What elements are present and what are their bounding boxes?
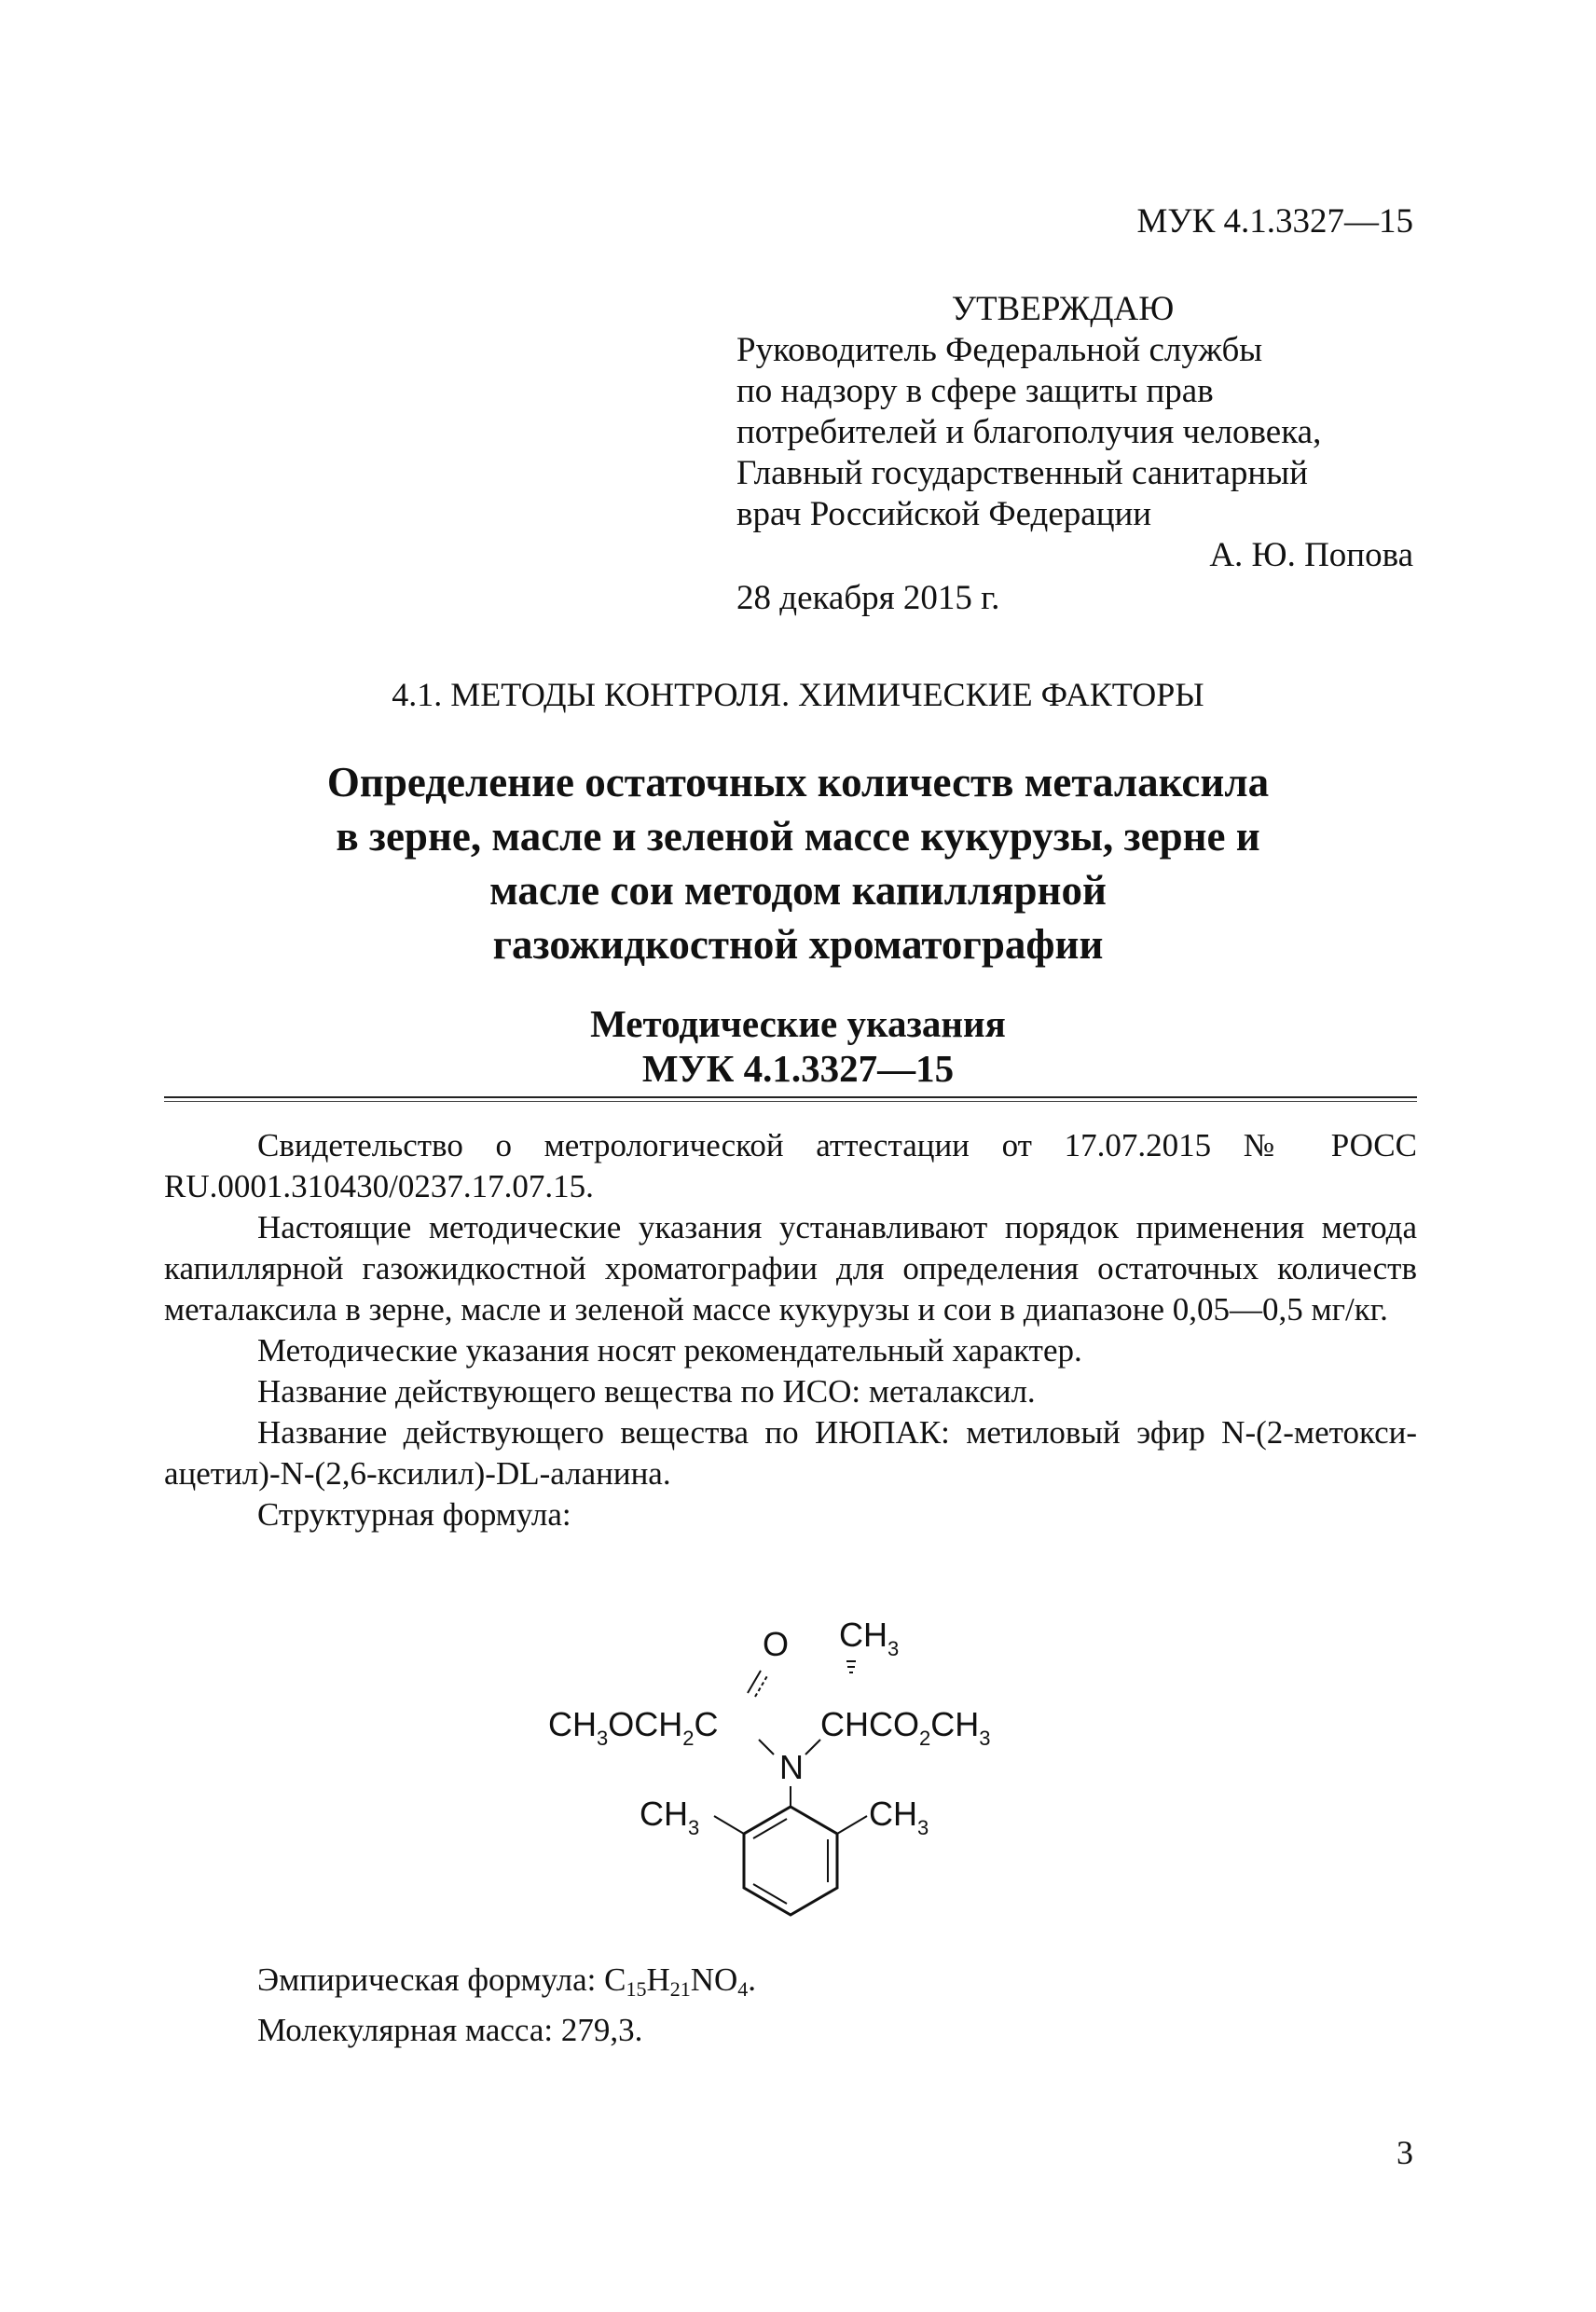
approval-date: 28 декабря 2015 г. [736,579,1000,617]
iupac-name-paragraph: Название действующего вещества по ИЮПАК: метиловый эфир N-(2-метокси-ацетил)-N-(2,6-ксилил)-DL-аланина. [164,1414,1417,1492]
character-paragraph: Методические указания носят рекомендательный характер. [257,1332,1082,1369]
alanine-ester-group: $CHCO_2CH_3$ [820,1705,991,1750]
document-body [164,1125,1417,1535]
divider [164,1096,1417,1098]
ring-double-bond [753,1884,787,1904]
ring-double-bond [753,1819,787,1838]
title-line: газожидкостной хроматографии [492,921,1104,968]
title-line: в зерне, масле и зеленой массе кукурузы, зерне и [336,813,1260,860]
nitrogen-label: N [779,1748,804,1786]
benzene-ring [744,1807,837,1915]
title-line: Определение остаточных количеств металаксила [326,759,1270,805]
oxygen-label: O [763,1625,790,1663]
title-line: масле сои методом капиллярной [489,867,1107,914]
signatory-name: А. Ю. Попова [1209,536,1413,574]
approval-heading: УТВЕРЖДАЮ [951,290,1175,328]
approval-line: врач Российской Федерации [736,495,1152,533]
approval-line: потребителей и благополучия человека, [736,413,1322,451]
methyl-bond [837,1816,867,1834]
ring-methyl-right: $CH_3$ [869,1795,929,1839]
c-n-bond [759,1740,774,1755]
methyl-top: $CH_3$ [839,1616,900,1660]
molecular-mass: Молекулярная масса: 279,3. [257,2012,643,2048]
approval-line: по надзору в сфере защиты прав [736,372,1214,410]
document-code: МУК 4.1.3327—15 [1136,202,1413,241]
certificate-paragraph: Свидетельство о метрологической аттестации от 17.07.2015 № РОСС RU.0001.310430/0237.17.07.15. [164,1127,1417,1204]
approval-line: Руководитель Федеральной службы [736,331,1263,369]
document-subtitle [0,1001,1596,1091]
divider [164,1101,1417,1102]
subtitle-type: Методические указания [590,1002,1006,1045]
methyl-bond [714,1816,744,1834]
structural-formula-label: Структурная формула: [257,1496,571,1533]
iso-name-paragraph: Название действующего вещества по ИСО: металаксил. [257,1373,1036,1410]
section-heading: 4.1. МЕТОДЫ КОНТРОЛЯ. ХИМИЧЕСКИЕ ФАКТОРЫ [392,676,1204,713]
approval-line: Главный государственный санитарный [736,454,1308,492]
subtitle-code: МУК 4.1.3327—15 [641,1047,955,1090]
c-n-bond [805,1740,820,1755]
page-number: 3 [1396,2134,1413,2171]
ring-methyl-left: $CH_3$ [640,1795,700,1839]
document-title [0,755,1596,971]
empirical-formula: Эмпирическая формула: $C_{15}H_{21}NO_4$. [257,1961,757,2001]
methoxyacetyl-group: $CH_3OCH_2C$ [548,1705,719,1750]
structural-formula [541,1615,1063,1932]
scope-paragraph: Настоящие методические указания устанавливают порядок применения метода капиллярной газожидкостной хроматографии для определения остаточных количеств металаксила в зерне, масле и зеленой массе кукурузы и сои в диапазоне 0,05—0,5 мг/кг. [164,1209,1417,1328]
approval-block [736,289,1417,619]
formula-info [257,1960,756,2051]
